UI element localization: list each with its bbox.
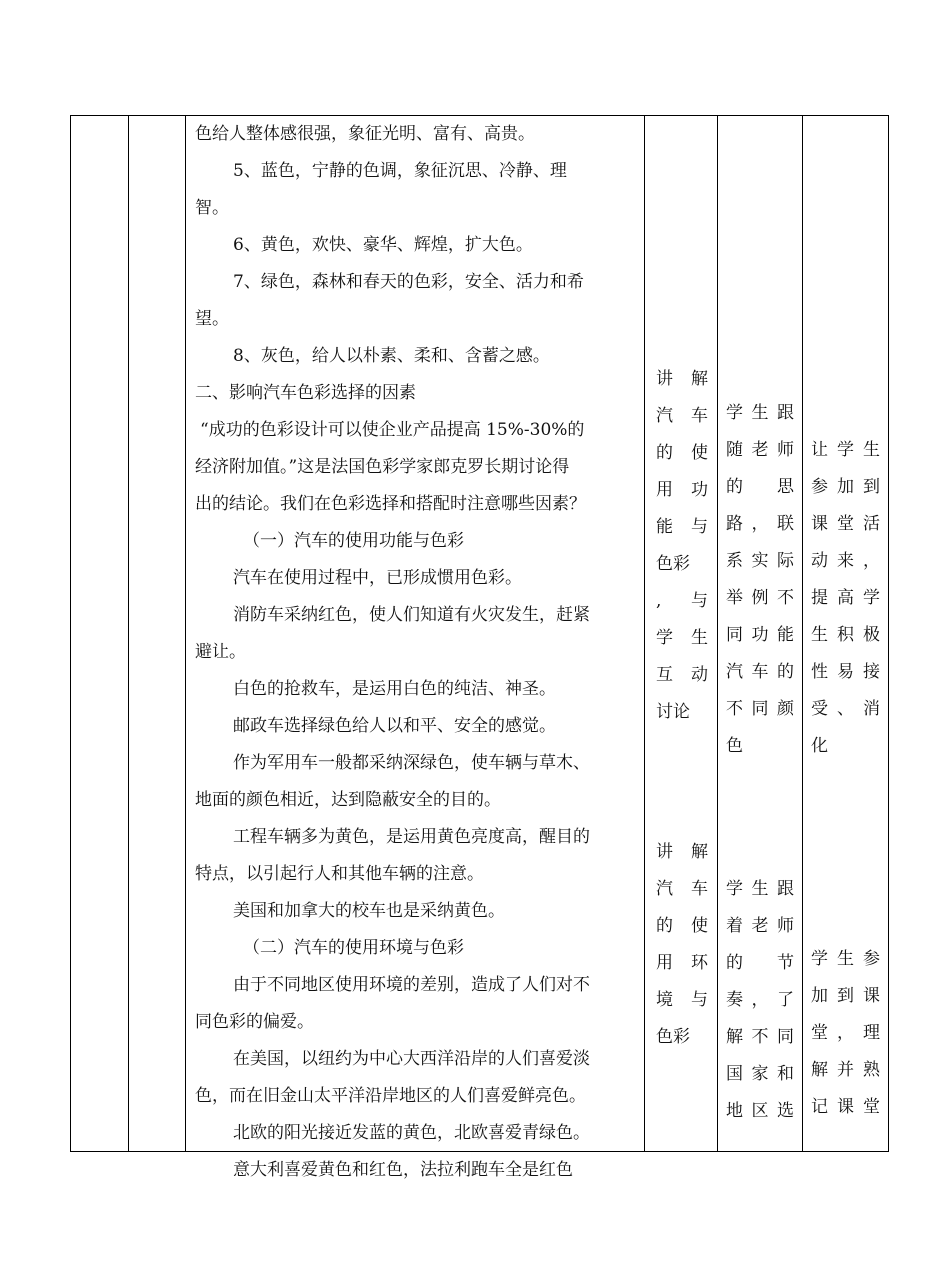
cell-line bbox=[726, 506, 794, 543]
cell-line bbox=[726, 1056, 794, 1093]
cell-char: 色彩 bbox=[656, 554, 690, 574]
cell-char: 着 bbox=[726, 916, 743, 936]
cell-char: 使 bbox=[691, 916, 708, 936]
cell-line bbox=[811, 1089, 880, 1126]
cell-char: 加 bbox=[811, 986, 828, 1006]
content-line: 地面的颜色相近，达到隐蔽安全的目的。 bbox=[195, 790, 501, 810]
cell-char: 解 bbox=[726, 1027, 743, 1047]
cell-char: 实 bbox=[751, 551, 769, 571]
cell-line bbox=[811, 941, 880, 978]
cell-char: 到 bbox=[863, 477, 880, 497]
design-intent-cell bbox=[811, 432, 880, 765]
student-activity-cell bbox=[726, 395, 794, 765]
cell-char: 动 bbox=[691, 665, 708, 685]
cell-line bbox=[656, 908, 708, 945]
cell-char: 让 bbox=[811, 440, 828, 460]
cell-line bbox=[726, 728, 794, 765]
cell-char: 讲 bbox=[656, 369, 673, 389]
cell-line bbox=[726, 1019, 794, 1056]
cell-char: 颜 bbox=[777, 699, 794, 719]
cell-char: 同 bbox=[726, 625, 743, 645]
cell-char: 生 bbox=[751, 403, 769, 423]
cell-char: 同 bbox=[777, 1027, 794, 1047]
cell-line bbox=[726, 469, 794, 506]
cell-line bbox=[726, 395, 794, 432]
content-line: 由于不同地区使用环境的差别，造成了人们对不 bbox=[233, 975, 590, 995]
cell-line bbox=[726, 580, 794, 617]
content-line: 美国和加拿大的校车也是采纳黄色。 bbox=[233, 901, 505, 921]
content-line: 工程车辆多为黄色，是运用黄色亮度高，醒目的 bbox=[233, 827, 590, 847]
teacher-activity-cell bbox=[656, 834, 708, 1056]
cell-char: 功 bbox=[751, 625, 769, 645]
cell-char: 课 bbox=[811, 514, 828, 534]
cell-line bbox=[656, 472, 708, 509]
cell-char: 受 bbox=[811, 699, 828, 719]
cell-line bbox=[726, 871, 794, 908]
content-line: 特点，以引起行人和其他车辆的注意。 bbox=[195, 864, 484, 884]
cell-line bbox=[656, 945, 708, 982]
cell-char: 汽 bbox=[656, 879, 673, 899]
cell-char: 用 bbox=[656, 953, 673, 973]
cell-line bbox=[656, 694, 708, 731]
content-line: 二、影响汽车色彩选择的因素 bbox=[195, 383, 416, 403]
cell-char: 互 bbox=[656, 665, 673, 685]
cell-line bbox=[811, 691, 880, 728]
cell-char: 高 bbox=[837, 588, 854, 608]
cell-char: 熟 bbox=[863, 1060, 880, 1080]
cell-char: 堂 bbox=[811, 1023, 828, 1043]
cell-char: 来 bbox=[837, 551, 854, 571]
cell-char: 学 bbox=[811, 949, 828, 969]
column-divider bbox=[802, 116, 803, 1151]
cell-line bbox=[811, 728, 880, 765]
cell-char: 选 bbox=[777, 1101, 794, 1121]
cell-line bbox=[656, 657, 708, 694]
cell-char: 车 bbox=[751, 662, 769, 682]
content-line: 6、黄色，欢快、豪华、辉煌，扩大色。 bbox=[233, 235, 533, 255]
teaching-content-cell bbox=[195, 116, 646, 1189]
cell-char: 记 bbox=[811, 1097, 828, 1117]
cell-char: 节 bbox=[777, 953, 794, 973]
cell-char: 性 bbox=[811, 662, 828, 682]
cell-char: 堂 bbox=[863, 1097, 880, 1117]
cell-char: 家 bbox=[751, 1064, 769, 1084]
cell-char: 同 bbox=[751, 699, 769, 719]
cell-char: 生 bbox=[751, 879, 769, 899]
column-divider bbox=[717, 116, 718, 1151]
cell-char: 讨论 bbox=[656, 702, 690, 722]
cell-char: 随 bbox=[726, 440, 743, 460]
cell-char: 到 bbox=[837, 986, 854, 1006]
cell-line bbox=[726, 432, 794, 469]
cell-line bbox=[656, 620, 708, 657]
content-line: （二）汽车的使用环境与色彩 bbox=[243, 938, 464, 958]
cell-char: 思 bbox=[777, 477, 794, 497]
cell-line bbox=[811, 1015, 880, 1052]
content-line: （一）汽车的使用功能与色彩 bbox=[243, 531, 464, 551]
cell-char: 与 bbox=[691, 591, 708, 611]
content-line: 望。 bbox=[195, 309, 229, 329]
content-line: 7、绿色，森林和春天的色彩，安全、活力和希 bbox=[233, 272, 584, 292]
cell-char: 能 bbox=[777, 625, 794, 645]
cell-char: 学 bbox=[726, 403, 743, 423]
lesson-plan-table bbox=[70, 115, 889, 1180]
cell-char: ， bbox=[751, 514, 769, 534]
cell-line bbox=[656, 509, 708, 546]
cell-char: 了 bbox=[777, 990, 794, 1010]
cell-line bbox=[656, 871, 708, 908]
cell-line bbox=[726, 1093, 794, 1130]
cell-char: 与 bbox=[691, 517, 708, 537]
cell-char: 的 bbox=[726, 953, 743, 973]
cell-char: 的 bbox=[777, 662, 794, 682]
cell-char: 积 bbox=[837, 625, 854, 645]
cell-char: 际 bbox=[777, 551, 794, 571]
cell-char: 不 bbox=[751, 1027, 769, 1047]
design-intent-cell bbox=[811, 941, 880, 1126]
content-line: 消防车采纳红色，使人们知道有火灾发生，赶紧 bbox=[233, 605, 590, 625]
cell-line bbox=[726, 908, 794, 945]
column-divider bbox=[128, 116, 129, 1151]
cell-line bbox=[656, 583, 708, 620]
cell-char: 师 bbox=[777, 440, 794, 460]
cell-char: 课 bbox=[863, 986, 880, 1006]
content-line: 意大利喜爱黄色和红色，法拉利跑车全是红色 bbox=[233, 1160, 573, 1180]
cell-char: 跟 bbox=[777, 403, 794, 423]
column-divider bbox=[185, 116, 186, 1151]
cell-char: 联 bbox=[777, 514, 794, 534]
cell-char: 系 bbox=[726, 551, 743, 571]
cell-char: 例 bbox=[751, 588, 769, 608]
cell-char: 学 bbox=[726, 879, 743, 899]
cell-char: 使 bbox=[691, 443, 708, 463]
cell-char: 加 bbox=[837, 477, 854, 497]
cell-line bbox=[811, 543, 880, 580]
cell-char: 理 bbox=[863, 1023, 880, 1043]
cell-line bbox=[811, 432, 880, 469]
content-line: “成功的色彩设计可以使企业产品提高 15%-30%的 bbox=[200, 420, 585, 440]
student-activity-cell bbox=[726, 871, 794, 1130]
cell-char: 的 bbox=[726, 477, 743, 497]
cell-char: 用 bbox=[656, 480, 673, 500]
cell-line bbox=[811, 580, 880, 617]
cell-char: 境 bbox=[656, 990, 673, 1010]
cell-char: 不 bbox=[726, 699, 743, 719]
cell-char: 接 bbox=[863, 662, 880, 682]
cell-line bbox=[726, 617, 794, 654]
content-line: 白色的抢救车，是运用白色的纯洁、神圣。 bbox=[233, 679, 556, 699]
cell-char: 学 bbox=[837, 440, 854, 460]
cell-char: 的 bbox=[656, 916, 673, 936]
cell-char: 老 bbox=[751, 916, 769, 936]
content-line: 避让。 bbox=[195, 642, 246, 662]
cell-char: 色彩 bbox=[656, 1027, 690, 1047]
content-line: 色给人整体感很强，象征光明、富有、高贵。 bbox=[195, 124, 535, 144]
cell-line bbox=[726, 543, 794, 580]
cell-char: 解 bbox=[691, 842, 708, 862]
content-line: 作为军用车一般都采纳深绿色，使车辆与草木、 bbox=[233, 753, 590, 773]
cell-char: 汽 bbox=[656, 406, 673, 426]
cell-char: 汽 bbox=[726, 662, 743, 682]
cell-char: 跟 bbox=[777, 879, 794, 899]
cell-char: 解 bbox=[691, 369, 708, 389]
cell-line bbox=[656, 834, 708, 871]
cell-char: 并 bbox=[837, 1060, 854, 1080]
cell-char: 色 bbox=[726, 736, 743, 756]
content-line: 8、灰色，给人以朴素、柔和、含蓄之感。 bbox=[233, 346, 550, 366]
cell-char: 生 bbox=[837, 949, 854, 969]
cell-char: 生 bbox=[863, 440, 880, 460]
cell-char: 动 bbox=[811, 551, 828, 571]
cell-char: 奏 bbox=[726, 990, 743, 1010]
cell-char: 功 bbox=[691, 480, 708, 500]
teacher-activity-cell bbox=[656, 361, 708, 731]
cell-line bbox=[811, 978, 880, 1015]
cell-char: 不 bbox=[777, 588, 794, 608]
cell-line bbox=[811, 469, 880, 506]
content-line: 在美国，以纽约为中心大西洋沿岸的人们喜爱淡 bbox=[233, 1049, 590, 1069]
cell-char: 提 bbox=[811, 588, 828, 608]
cell-line bbox=[656, 982, 708, 1019]
cell-line bbox=[656, 546, 708, 583]
cell-char: 环 bbox=[691, 953, 708, 973]
cell-char: 与 bbox=[691, 990, 708, 1010]
cell-char: ， bbox=[751, 990, 769, 1010]
cell-char: 易 bbox=[837, 662, 854, 682]
cell-line bbox=[656, 398, 708, 435]
cell-line bbox=[726, 654, 794, 691]
cell-char: 化 bbox=[811, 736, 828, 756]
cell-char: 地 bbox=[726, 1101, 743, 1121]
content-line: 汽车在使用过程中，已形成惯用色彩。 bbox=[233, 568, 522, 588]
cell-char: 国 bbox=[726, 1064, 743, 1084]
cell-char: 路 bbox=[726, 514, 743, 534]
cell-line bbox=[656, 361, 708, 398]
cell-char: 堂 bbox=[837, 514, 854, 534]
cell-char: 车 bbox=[691, 406, 708, 426]
cell-char: 极 bbox=[863, 625, 880, 645]
cell-char: 生 bbox=[691, 628, 708, 648]
cell-line bbox=[656, 1019, 708, 1056]
cell-line bbox=[726, 691, 794, 728]
cell-char: 、 bbox=[837, 699, 854, 719]
cell-char: 学 bbox=[863, 588, 880, 608]
cell-char: 参 bbox=[811, 477, 828, 497]
content-line: 出的结论。我们在色彩选择和搭配时注意哪些因素？ bbox=[195, 494, 586, 514]
cell-char: 能 bbox=[656, 517, 673, 537]
cell-char: 课 bbox=[837, 1097, 854, 1117]
cell-char: , bbox=[656, 591, 662, 611]
cell-char: 老 bbox=[751, 440, 769, 460]
cell-char: 学 bbox=[656, 628, 673, 648]
content-line: 色，而在旧金山太平洋沿岸地区的人们喜爱鲜亮色。 bbox=[195, 1086, 586, 1106]
cell-char: 生 bbox=[811, 625, 828, 645]
cell-char: 举 bbox=[726, 588, 743, 608]
cell-char: 讲 bbox=[656, 842, 673, 862]
content-line: 智。 bbox=[195, 198, 229, 218]
cell-line bbox=[726, 945, 794, 982]
cell-char: 解 bbox=[811, 1060, 828, 1080]
content-line: 经济附加值。”这是法国色彩学家郎克罗长期讨论得 bbox=[195, 457, 570, 477]
cell-char: ， bbox=[837, 1023, 854, 1043]
cell-char: ， bbox=[863, 551, 880, 571]
cell-line bbox=[811, 654, 880, 691]
cell-char: 活 bbox=[863, 514, 880, 534]
cell-char: 和 bbox=[777, 1064, 794, 1084]
cell-char: 的 bbox=[656, 443, 673, 463]
cell-line bbox=[726, 982, 794, 1019]
content-line: 邮政车选择绿色给人以和平、安全的感觉。 bbox=[233, 716, 556, 736]
cell-line bbox=[656, 435, 708, 472]
cell-line bbox=[811, 1052, 880, 1089]
cell-line bbox=[811, 506, 880, 543]
cell-char: 区 bbox=[751, 1101, 769, 1121]
cell-char: 消 bbox=[863, 699, 880, 719]
cell-char: 车 bbox=[691, 879, 708, 899]
cell-line bbox=[811, 617, 880, 654]
cell-char: 师 bbox=[777, 916, 794, 936]
content-line: 5、蓝色，宁静的色调，象征沉思、冷静、理 bbox=[233, 161, 567, 181]
content-line: 同色彩的偏爱。 bbox=[195, 1012, 314, 1032]
cell-char: 参 bbox=[863, 949, 880, 969]
content-line: 北欧的阳光接近发蓝的黄色，北欧喜爱青绿色。 bbox=[233, 1123, 590, 1143]
